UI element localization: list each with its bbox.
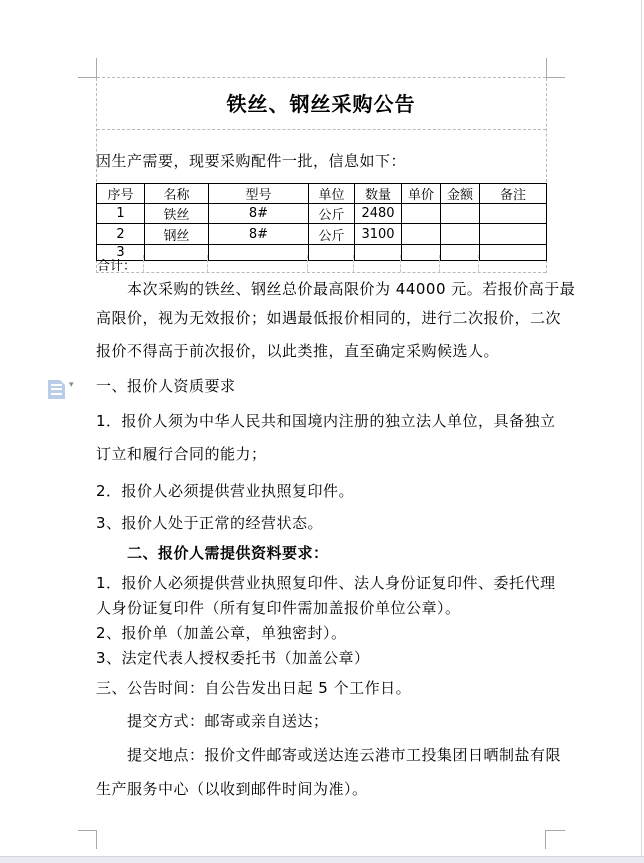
intro-line: 因生产需要，现要采购配件一批，信息如下： bbox=[96, 152, 407, 170]
doc-line: 提交方式：邮寄或亲自送达； bbox=[127, 712, 329, 730]
doc-line: 高限价，视为无效报价；如遇最低报价相同的，进行二次报价，二次 bbox=[96, 309, 562, 327]
table-cell: 8# bbox=[209, 224, 309, 245]
column-header: 单位 bbox=[309, 184, 355, 204]
margin-mark-bottom-left-v bbox=[96, 830, 97, 849]
items-table bbox=[96, 183, 547, 261]
table-row bbox=[97, 204, 547, 224]
table-row bbox=[97, 224, 547, 245]
margin-mark-top-right-h bbox=[546, 77, 565, 78]
table-cell: 3100 bbox=[355, 224, 402, 245]
doc-line: 本次采购的铁丝、钢丝总价最高限价为 44000 元。若报价高于最 bbox=[127, 280, 576, 298]
horizontal-scrollbar-track[interactable] bbox=[0, 856, 644, 863]
doc-line: 3、报价人处于正常的经营状态。 bbox=[96, 514, 324, 532]
total-cell bbox=[208, 255, 308, 272]
column-header: 名称 bbox=[145, 184, 209, 204]
column-header: 金额 bbox=[441, 184, 480, 204]
total-label: 合计： bbox=[97, 259, 137, 274]
doc-line: 2．报价人必须提供营业执照复印件。 bbox=[96, 482, 355, 500]
doc-line: 1．报价人必须提供营业执照复印件、法人身份证复印件、委托代理 bbox=[96, 574, 556, 592]
doc-line: 生产服务中心（以收到邮件时间为准）。 bbox=[96, 780, 368, 798]
total-cell bbox=[479, 255, 546, 272]
table-cell: 1 bbox=[97, 204, 145, 224]
page-title: 铁丝、钢丝采购公告 bbox=[226, 92, 416, 116]
margin-mark-top-left-v bbox=[96, 58, 97, 77]
doc-line: 1．报价人须为中华人民共和国境内注册的独立法人单位，具备独立 bbox=[96, 412, 556, 430]
doc-line: 2、报价单（加盖公章，单独密封）。 bbox=[96, 624, 347, 642]
table-cell bbox=[402, 224, 441, 245]
table-cell: 2480 bbox=[355, 204, 402, 224]
table-header-row bbox=[97, 184, 547, 204]
total-cell bbox=[144, 255, 208, 272]
window-right-edge bbox=[641, 0, 642, 863]
paste-options-button[interactable] bbox=[48, 378, 80, 400]
margin-mark-bottom-left-h bbox=[78, 830, 97, 831]
section-3-heading: 三、公告时间：自公告发出日起 5 个工作日。 bbox=[96, 679, 412, 697]
margin-mark-top-left-h bbox=[78, 77, 97, 78]
table-cell: 铁丝 bbox=[145, 204, 209, 224]
doc-line: 订立和履行合同的能力； bbox=[96, 445, 267, 463]
table-cell bbox=[480, 224, 547, 245]
table-cell bbox=[441, 224, 480, 245]
table-cell: 8# bbox=[209, 204, 309, 224]
margin-mark-bottom-right-v bbox=[545, 830, 546, 849]
paste-options-icon[interactable] bbox=[48, 380, 65, 399]
table-total-row bbox=[96, 255, 546, 273]
doc-line: 3、法定代表人授权委托书（加盖公章） bbox=[96, 649, 370, 667]
chevron-down-icon[interactable]: ▾ bbox=[69, 380, 74, 390]
table-cell: 2 bbox=[97, 224, 145, 245]
margin-mark-bottom-right-h bbox=[546, 830, 565, 831]
margin-mark-top-right-v bbox=[546, 58, 547, 77]
column-header: 数量 bbox=[355, 184, 402, 204]
column-header: 型号 bbox=[209, 184, 309, 204]
doc-line: 提交地点：报价文件邮寄或送达连云港市工投集团日晒制盐有限 bbox=[127, 746, 562, 764]
table-cell bbox=[402, 204, 441, 224]
table-cell: 公斤 bbox=[309, 224, 355, 245]
total-cell bbox=[440, 255, 479, 272]
section-2-heading: 二、报价人需提供资料要求： bbox=[127, 544, 329, 562]
doc-line: 人身份证复印件（所有复印件需加盖报价单位公章）。 bbox=[96, 599, 461, 617]
table-cell bbox=[480, 204, 547, 224]
doc-line: 报价不得高于前次报价，以此类推，直至确定采购候选人。 bbox=[96, 342, 500, 360]
text-boundary-title-bottom bbox=[97, 129, 546, 130]
column-header: 备注 bbox=[480, 184, 547, 204]
total-cell bbox=[401, 255, 440, 272]
table-cell: 3 bbox=[97, 245, 145, 261]
text-boundary-top bbox=[97, 77, 546, 78]
table-cell: 钢丝 bbox=[145, 224, 209, 245]
column-header: 单价 bbox=[402, 184, 441, 204]
total-cell bbox=[354, 255, 401, 272]
section-1-heading: 一、报价人资质要求 bbox=[96, 377, 236, 395]
table-cell bbox=[441, 204, 480, 224]
column-header: 序号 bbox=[97, 184, 145, 204]
total-cell bbox=[96, 255, 144, 272]
total-cell bbox=[308, 255, 354, 272]
table-cell: 公斤 bbox=[309, 204, 355, 224]
